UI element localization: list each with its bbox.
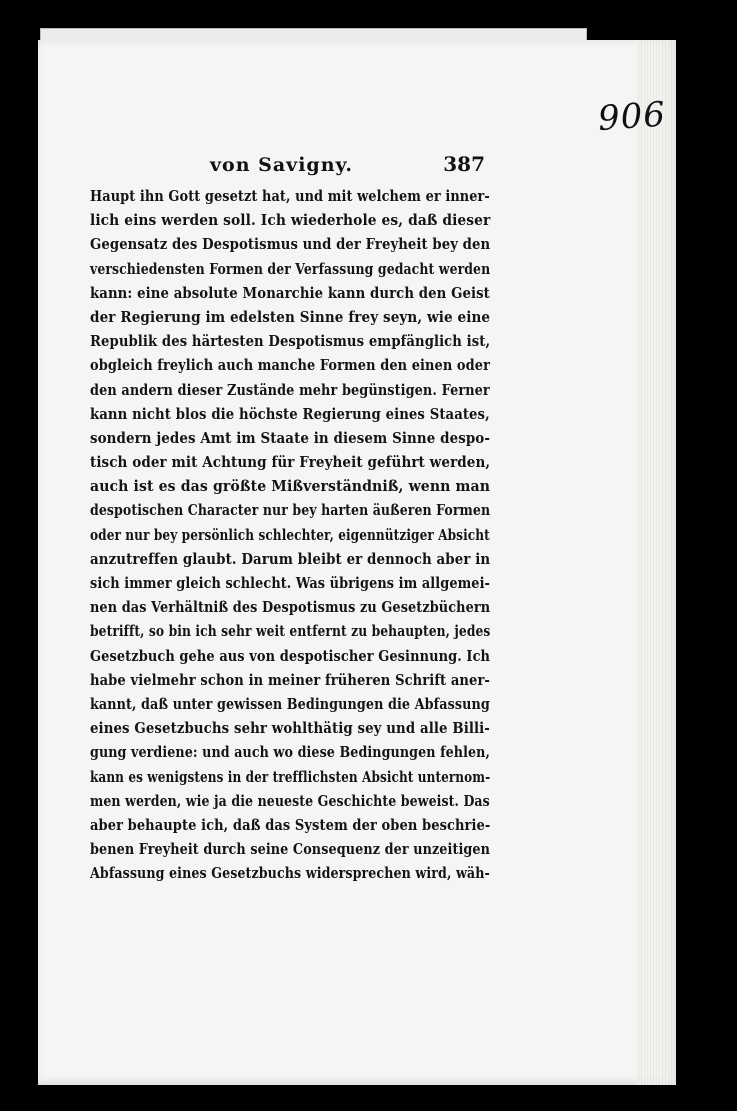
text-line: Abfassung eines Gesetzbuchs widersprechen wird, wäh- bbox=[90, 864, 490, 883]
running-head bbox=[90, 150, 485, 180]
text-line: oder nur bey persönlich schlechter, eigennütziger Absicht bbox=[90, 525, 490, 544]
text-line: lich eins werden soll. Ich wiederhole es, daß dieser bbox=[90, 211, 491, 230]
text-line: Gesetzbuch gehe aus von despotischer Gesinnung. Ich bbox=[90, 646, 491, 665]
text-line: sich immer gleich schlecht. Was übrigens im allgemei- bbox=[90, 574, 490, 592]
text-line: kann nicht blos die höchste Regierung eines Staates, bbox=[90, 404, 490, 423]
text-line: der Regierung im edelsten Sinne frey seyn, wie eine bbox=[90, 307, 491, 326]
text-line: nen das Verhältniß des Despotismus zu Gesetzbüchern bbox=[90, 598, 491, 617]
text-line: men werden, wie ja die neueste Geschichte beweist. Das bbox=[90, 791, 490, 810]
text-line: tisch oder mit Achtung für Freyheit geführt werden, bbox=[90, 453, 491, 472]
text-line: kann: eine absolute Monarchie kann durch den Geist bbox=[90, 283, 490, 302]
text-line: kannt, daß unter gewissen Bedingungen die Abfassung bbox=[90, 694, 490, 713]
text-line: auch ist es das größte Mißverständniß, wenn man bbox=[90, 477, 491, 496]
text-line: despotischen Character nur bey harten äußeren Formen bbox=[90, 501, 491, 520]
text-line: kann es wenigstens in der trefflichsten Absicht unternom- bbox=[90, 767, 491, 786]
text-line: gung verdiene: und auch wo diese Bedingungen fehlen, bbox=[90, 743, 490, 762]
text-line: Gegensatz des Despotismus und der Freyheit bey den bbox=[90, 235, 491, 254]
page-edge-texture bbox=[636, 40, 676, 1085]
text-line: aber behaupte ich, daß das System der oben beschrie- bbox=[90, 815, 491, 834]
text-line: sondern jedes Amt im Staate in diesem Sinne despo- bbox=[90, 428, 490, 447]
text-line: habe vielmehr schon in meiner früheren Schrift aner- bbox=[90, 670, 490, 689]
text-line: obgleich freylich auch manche Formen den einen oder bbox=[90, 356, 490, 375]
handwritten-archive-number: 906 bbox=[596, 94, 668, 140]
body-text bbox=[90, 184, 490, 885]
text-line: den andern dieser Zustände mehr begünstigen. Ferner bbox=[90, 380, 490, 399]
text-line: anzutreffen glaubt. Darum bleibt er dennoch aber in bbox=[90, 549, 491, 568]
text-line: eines Gesetzbuchs sehr wohlthätig sey und alle Billi- bbox=[90, 719, 490, 738]
text-line: benen Freyheit durch seine Consequenz der unzeitigen bbox=[90, 840, 491, 859]
text-line: Republik des härtesten Despotismus empfänglich ist, bbox=[90, 332, 491, 351]
text-line: Haupt ihn Gott gesetzt hat, und mit welchem er inner- bbox=[90, 187, 490, 205]
text-line: betrifft, so bin ich sehr weit entfernt zu behaupten, jedes bbox=[90, 622, 491, 641]
page-number: 387 bbox=[443, 152, 485, 176]
running-head-title: von Savigny. bbox=[210, 154, 354, 176]
text-line: verschiedensten Formen der Verfassung gedacht werden bbox=[90, 259, 491, 278]
